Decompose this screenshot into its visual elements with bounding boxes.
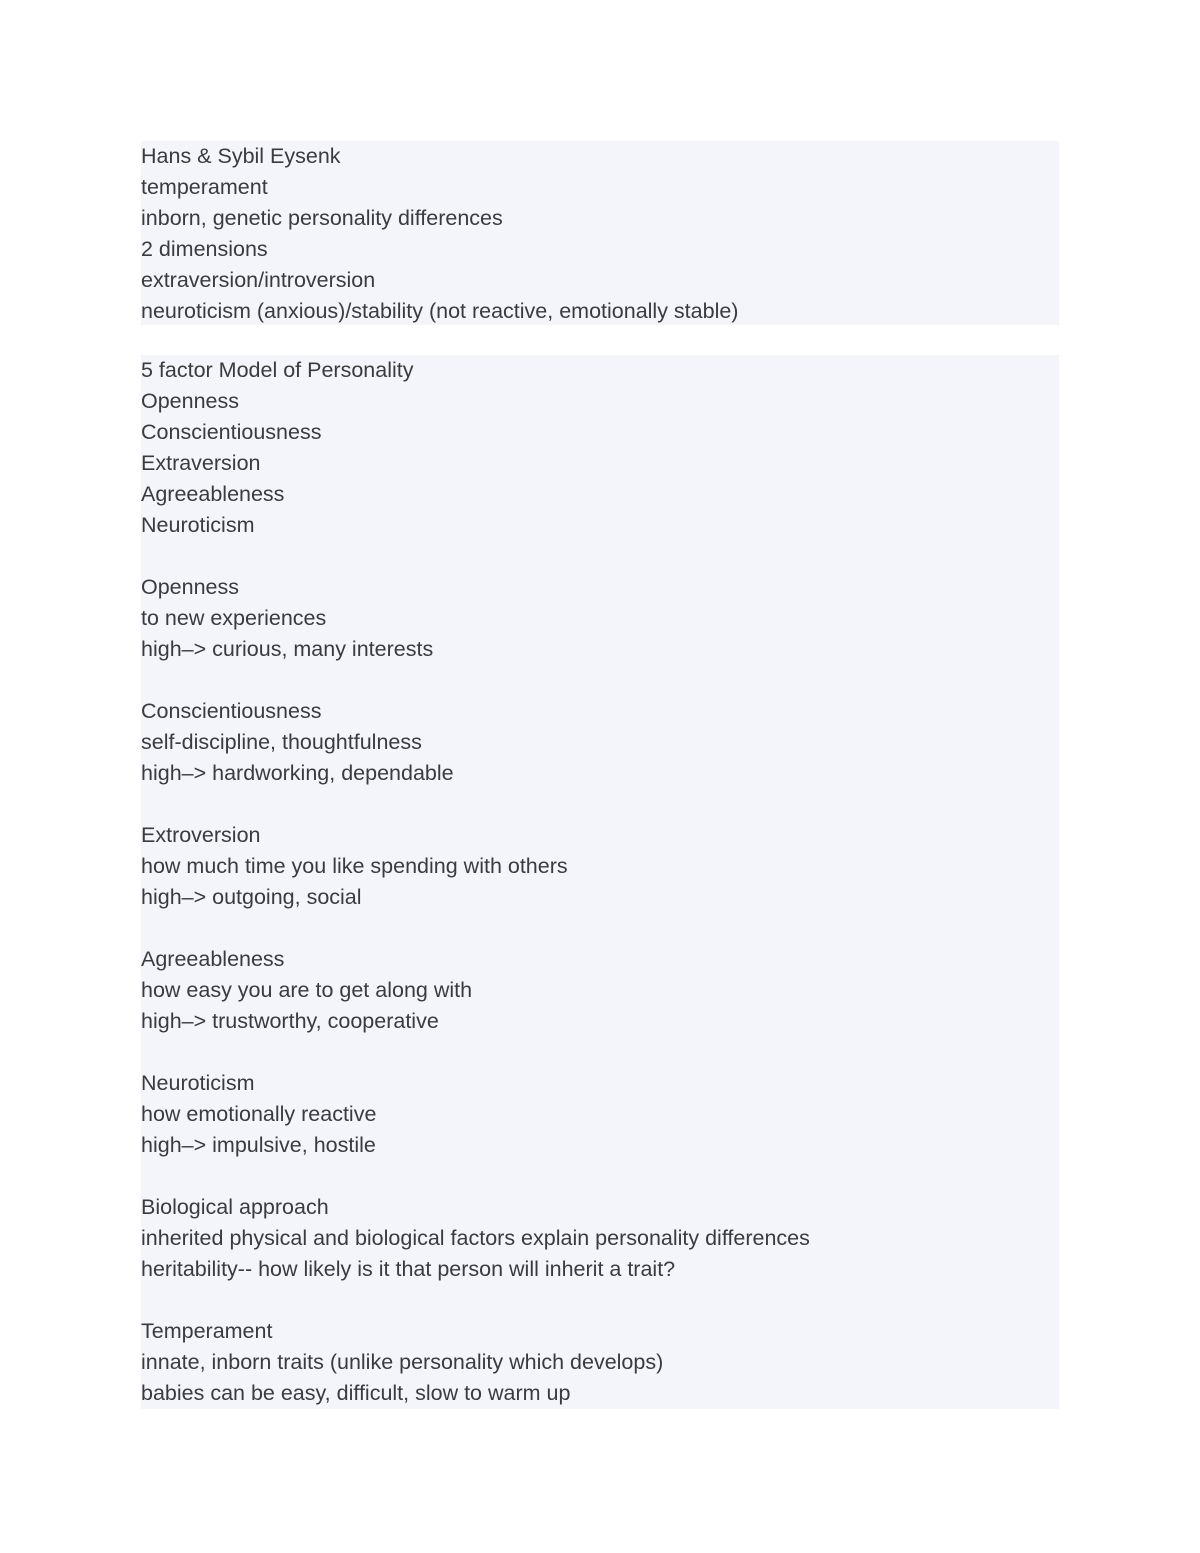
- notes-block-eysenck: [141, 141, 1059, 325]
- section-line: how much time you like spending with others: [141, 854, 568, 878]
- section-line: heritability-- how likely is it that person will inherit a trait?: [141, 1257, 676, 1281]
- notes-block-five-factor: [141, 355, 1059, 1409]
- note-line: inborn, genetic personality differences: [141, 206, 503, 230]
- section-line: babies can be easy, difficult, slow to warm up: [141, 1381, 571, 1405]
- note-line: temperament: [141, 175, 268, 199]
- section-heading: Neuroticism: [141, 1071, 255, 1095]
- section-heading: Extroversion: [141, 823, 261, 847]
- section-heading: Agreeableness: [141, 947, 285, 971]
- factor-item: Extraversion: [141, 451, 261, 475]
- section-heading: Conscientiousness: [141, 699, 322, 723]
- section-line: innate, inborn traits (unlike personality which develops): [141, 1350, 664, 1374]
- section-line: high–> curious, many interests: [141, 637, 434, 661]
- note-line: extraversion/introversion: [141, 268, 376, 292]
- section-heading: Biological approach: [141, 1195, 329, 1219]
- factor-item: Neuroticism: [141, 513, 255, 537]
- factor-item: Agreeableness: [141, 482, 285, 506]
- note-line: neuroticism (anxious)/stability (not reactive, emotionally stable): [141, 299, 739, 323]
- section-line: inherited physical and biological factors explain personality differences: [141, 1226, 810, 1250]
- blank-line: [141, 665, 1059, 696]
- blank-line: [141, 913, 1059, 944]
- blank-line: [141, 1037, 1059, 1068]
- section-line: to new experiences: [141, 606, 327, 630]
- section-line: how easy you are to get along with: [141, 978, 473, 1002]
- section-heading: Openness: [141, 575, 240, 599]
- section-line: high–> impulsive, hostile: [141, 1133, 376, 1157]
- factor-item: Openness: [141, 389, 240, 413]
- section-line: how emotionally reactive: [141, 1102, 377, 1126]
- blank-line: [141, 1161, 1059, 1192]
- section-line: self-discipline, thoughtfulness: [141, 730, 422, 754]
- section-line: high–> trustworthy, cooperative: [141, 1009, 439, 1033]
- section-line: high–> hardworking, dependable: [141, 761, 454, 785]
- factor-item: Conscientiousness: [141, 420, 322, 444]
- blank-line: [141, 789, 1059, 820]
- model-title: 5 factor Model of Personality: [141, 358, 414, 382]
- note-line: Hans & Sybil Eysenk: [141, 144, 341, 168]
- note-line: 2 dimensions: [141, 237, 268, 261]
- blank-line: [141, 1285, 1059, 1316]
- blank-line: [141, 541, 1059, 572]
- section-heading: Temperament: [141, 1319, 273, 1343]
- section-line: high–> outgoing, social: [141, 885, 362, 909]
